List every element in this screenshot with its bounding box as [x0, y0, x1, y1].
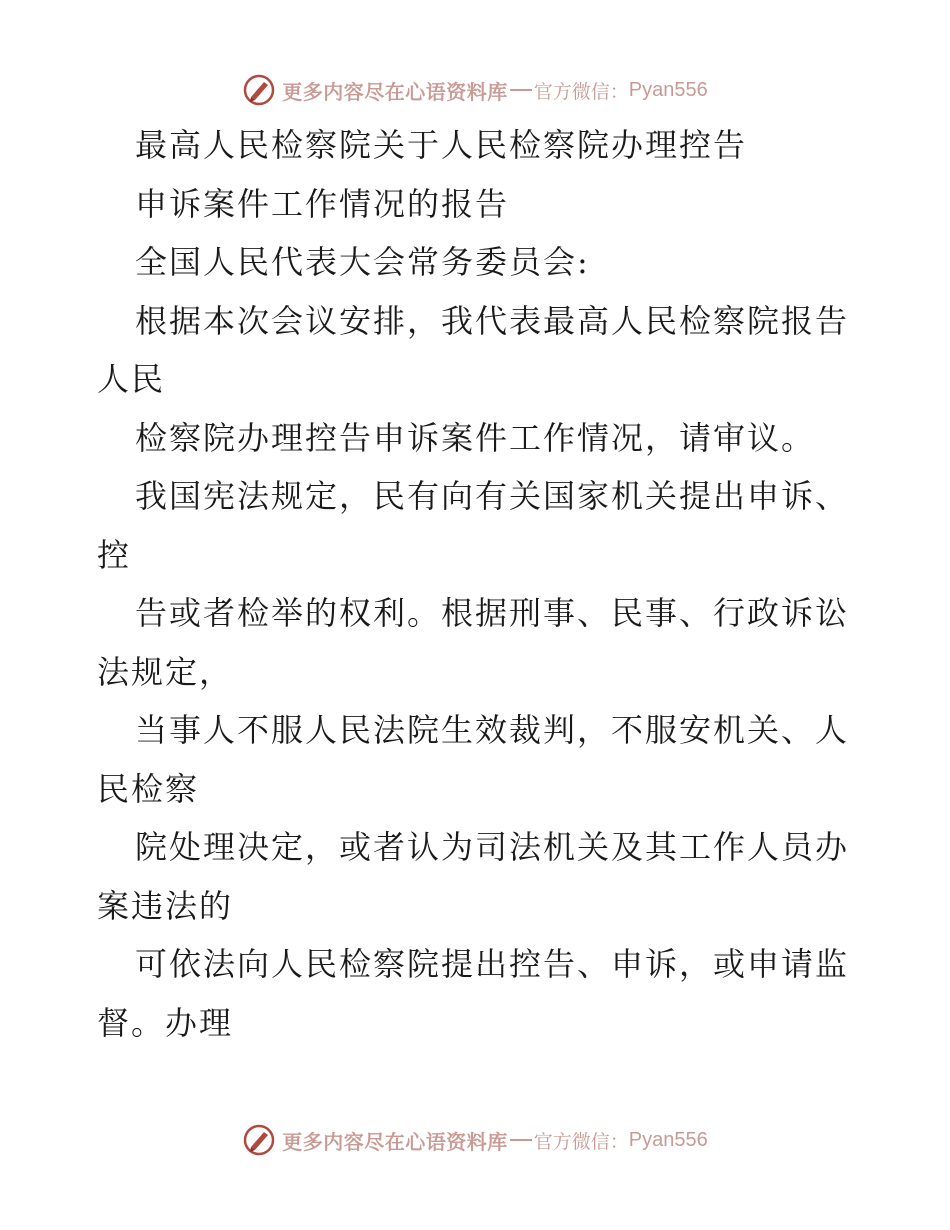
text-line: 最高人民检察院关于人民检察院办理控告 — [135, 126, 748, 164]
text-line: 根据本次会议安排，我代表最高人民检察院报告 — [135, 301, 850, 340]
watermark-brand: 更多内容尽在心语资料库 — [282, 79, 508, 104]
text-line: 督。办理 — [97, 1003, 234, 1042]
watermark-header — [0, 70, 950, 110]
watermark-label: 官方微信： — [533, 1130, 629, 1153]
text-line: 可依法向人民检察院提出控告、申诉，或申请监 — [135, 945, 850, 983]
text-line: 告或者检举的权利。根据刑事、民事、行政诉讼 — [135, 594, 850, 632]
text-line: 我国宪法规定，民有向有关国家机关提出申诉、 — [135, 477, 850, 515]
text-line: 院处理决定，或者认为司法机关及其工作人员办 — [135, 828, 850, 866]
text-line: 控 — [97, 535, 132, 574]
document-body — [97, 116, 867, 1052]
watermark-label: 官方微信： — [533, 80, 629, 103]
watermark-account: Pyan556 — [628, 1128, 708, 1151]
text-line: 民检察 — [97, 769, 200, 808]
text-line: 检察院办理控告申诉案件工作情况，请审议。 — [135, 418, 816, 457]
text-line: 全国人民代表大会常务委员会: — [135, 243, 590, 281]
text-line: 当事人不服人民法院生效裁判，不服安机关、人 — [135, 711, 850, 749]
pen-logo-icon — [242, 1123, 276, 1157]
watermark-dash — [510, 89, 532, 91]
pen-logo-icon — [242, 73, 276, 107]
watermark-dash — [510, 1139, 532, 1141]
watermark-brand: 更多内容尽在心语资料库 — [282, 1129, 508, 1154]
text-line: 案违法的 — [97, 886, 234, 925]
text-line: 人民 — [97, 360, 166, 398]
watermark-account: Pyan556 — [628, 78, 708, 101]
text-line: 申诉案件工作情况的报告 — [135, 184, 510, 223]
watermark-footer — [0, 1120, 950, 1160]
text-line: 法规定， — [97, 652, 234, 691]
